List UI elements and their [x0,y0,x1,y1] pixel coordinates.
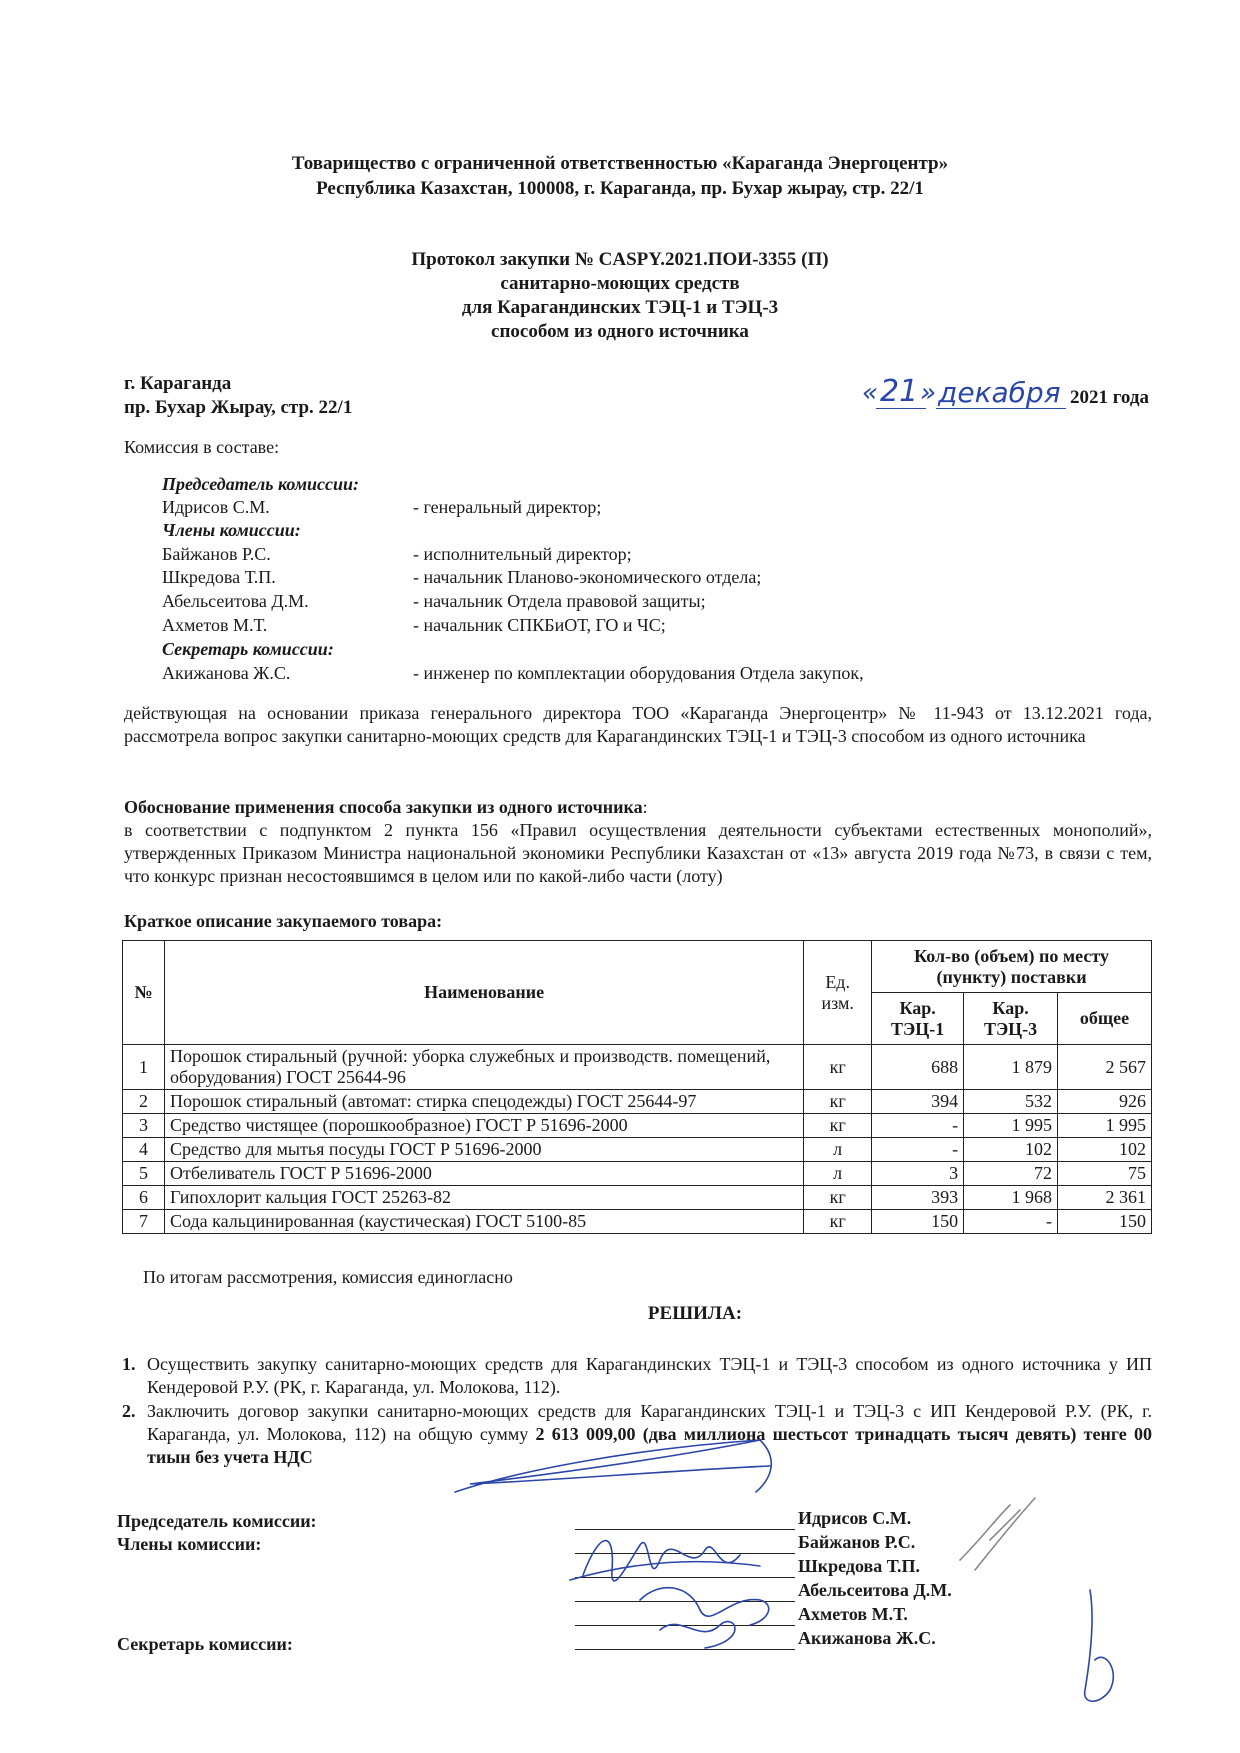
decision-item-1: Осуществить закупку санитарно-моющих средств для Карагандинских ТЭЦ-1 и ТЭЦ-3 способом из одного источника у ИП Кендеровой Р.У. (РК, г. Караганда, ул. Молокова, 112). [147,1354,1152,1397]
header-name: Наименование [164,941,803,1045]
chairman-heading: Председатель комиссии: [162,474,360,494]
date-month: декабря [938,376,1061,409]
row-name: Гипохлорит кальция ГОСТ 25263-82 [164,1186,803,1210]
member-name: Абельсеитова Д.М. [162,591,309,611]
row-num: 4 [123,1138,165,1162]
row-name: Отбеливатель ГОСТ Р 51696-2000 [164,1162,803,1186]
row-unit: кг [804,1114,872,1138]
sign-members-label: Члены комиссии: [117,1534,262,1554]
row-name: Порошок стиральный (ручной: уборка служебных и производств. помещений, оборудования) ГОСТ 25644-96 [164,1045,803,1090]
signature-stroke [455,1440,770,1492]
signature-stroke [583,1541,740,1581]
row-num: 7 [123,1210,165,1234]
date-open-quote: « [862,378,879,408]
secretary-name: Акижанова Ж.С. [162,663,291,683]
decision-item-2-num: 2. [122,1401,136,1421]
member-name: Шкредова Т.П. [162,567,276,587]
row-unit: кг [804,1045,872,1090]
row-num: 3 [123,1114,165,1138]
row-total: 926 [1058,1090,1152,1114]
signature-stroke [640,1588,769,1625]
row-num: 1 [123,1045,165,1090]
basis-paragraph: действующая на основании приказа генерального директора ТОО «Караганда Энергоцентр» № 11-943 от 13.12.2021 года, рассмотрела вопрос закупки санитарно-моющих средств для Карагандинских ТЭЦ-1 и ТЭЦ-3 способом из одного источника [124,703,1152,746]
sign-name: Шкредова Т.П. [798,1556,920,1576]
row-tec3: 1 995 [964,1114,1058,1138]
justification-heading: Обоснование применения способа закупки из одного источника [124,797,643,817]
decision-intro: По итогам рассмотрения, комиссия единогласно [143,1267,513,1287]
row-unit: л [804,1138,872,1162]
secretary-heading: Секретарь комиссии: [162,639,334,659]
row-tec1: 394 [872,1090,964,1114]
protocol-subtitle-2: для Карагандинских ТЭЦ-1 и ТЭЦ-3 [461,297,779,318]
decision-heading: РЕШИЛА: [647,1303,743,1324]
row-total: 1 995 [1058,1114,1152,1138]
member-name: Байжанов Р.С. [162,544,271,564]
header-unit: Ед. изм. [804,941,872,1045]
org-address: Республика Казахстан, 100008, г. Караганда, пр. Бухар жырау, стр. 22/1 [316,178,924,199]
row-total: 2 361 [1058,1186,1152,1210]
chairman-name: Идрисов С.М. [162,497,270,517]
row-tec3: - [964,1210,1058,1234]
justification-text: в соответствии с подпунктом 2 пункта 156 «Правил осуществления деятельности субъектами естественных монополий», утвержденных Приказом Министра национальной экономики Республики Казахстан от «13» августа 2019 года №73, в связи с тем, что конкурс признан несостоявшимся в целом или по какой-либо части (лоту) [124,820,1152,886]
row-tec3: 1 968 [964,1186,1058,1210]
decision-item-2-amount: 2 613 009,00 (два миллиона шестьсот тринадцать тысяч девять) тенге 00 тиын без учета НДС [147,1424,1153,1467]
row-name: Порошок стиральный (автомат: стирка спецодежды) ГОСТ 25644-97 [164,1090,803,1114]
members-heading: Члены комиссии: [162,520,301,540]
row-name: Средство для мытья посуды ГОСТ Р 51696-2000 [164,1138,803,1162]
goods-heading: Краткое описание закупаемого товара: [124,911,443,931]
row-tec1: 3 [872,1162,964,1186]
protocol-subtitle-3: способом из одного источника [491,321,749,342]
header-total: общее [1058,993,1152,1045]
row-num: 2 [123,1090,165,1114]
signature-stroke [570,1562,760,1580]
sign-name: Акижанова Ж.С. [798,1628,936,1648]
row-tec1: 688 [872,1045,964,1090]
row-tec3: 72 [964,1162,1058,1186]
place-city: г. Караганда [124,373,232,394]
row-total: 75 [1058,1162,1152,1186]
date-year: 2021 года [1070,387,1149,408]
header-num: № [123,941,165,1045]
row-tec1: - [872,1114,964,1138]
row-unit: кг [804,1210,872,1234]
member-role: - начальник СПКБиОТ, ГО и ЧС; [413,615,666,635]
place-street: пр. Бухар Жырау, стр. 22/1 [124,397,353,418]
row-tec3: 532 [964,1090,1058,1114]
org-name: Товарищество с ограниченной ответственностью «Караганда Энергоцентр» [291,153,949,174]
signature-stroke [1085,1590,1114,1701]
sign-name: Ахметов М.Т. [798,1604,908,1624]
row-num: 5 [123,1162,165,1186]
protocol-title: Протокол закупки № CASPY.2021.ПОИ-3355 (П) [411,249,829,270]
protocol-subtitle-1: санитарно-моющих средств [500,273,740,294]
sign-chairman-label: Председатель комиссии: [117,1511,317,1531]
row-tec3: 102 [964,1138,1058,1162]
decision-item-1-num: 1. [122,1354,136,1374]
secretary-role: - инженер по комплектации оборудования Отдела закупок, [413,663,864,683]
justification-colon: : [642,797,648,817]
row-num: 6 [123,1186,165,1210]
sign-name: Идрисов С.М. [798,1508,912,1528]
header-tec1: Кар. ТЭЦ-1 [872,993,964,1045]
row-tec1: 393 [872,1186,964,1210]
signature-stroke [660,1622,735,1648]
row-total: 2 567 [1058,1045,1152,1090]
member-role: - начальник Планово-экономического отдела; [413,567,762,587]
date-close-quote: » [920,378,937,408]
row-tec3: 1 879 [964,1045,1058,1090]
sign-secretary-label: Секретарь комиссии: [117,1634,293,1654]
commission-intro: Комиссия в составе: [124,437,280,457]
sign-name: Байжанов Р.С. [798,1532,916,1552]
row-name: Средство чистящее (порошкообразное) ГОСТ Р 51696-2000 [164,1114,803,1138]
sign-name: Абельсеитова Д.М. [798,1580,952,1600]
row-tec1: - [872,1138,964,1162]
chairman-role: - генеральный директор; [413,497,602,517]
row-unit: кг [804,1186,872,1210]
decision-item-2-text: Заключить договор закупки санитарно-моющих средств для Карагандинских ТЭЦ-1 и ТЭЦ-3 с ИП Кендеровой Р.У. (РК, г. Караганда, ул. Молокова, 112) на общую сумму [147,1401,1152,1444]
member-name: Ахметов М.Т. [162,615,268,635]
member-role: - исполнительный директор; [413,544,632,564]
row-unit: кг [804,1090,872,1114]
member-role: - начальник Отдела правовой защиты; [413,591,706,611]
row-tec1: 150 [872,1210,964,1234]
row-total: 150 [1058,1210,1152,1234]
header-tec3: Кар. ТЭЦ-3 [964,993,1058,1045]
row-unit: л [804,1162,872,1186]
header-qty-group: Кол-во (объем) по месту (пункту) поставки [872,941,1152,993]
date-day: 21 [880,374,919,409]
signature-stroke [960,1498,1035,1570]
row-total: 102 [1058,1138,1152,1162]
row-name: Сода кальцинированная (каустическая) ГОСТ 5100-85 [164,1210,803,1234]
